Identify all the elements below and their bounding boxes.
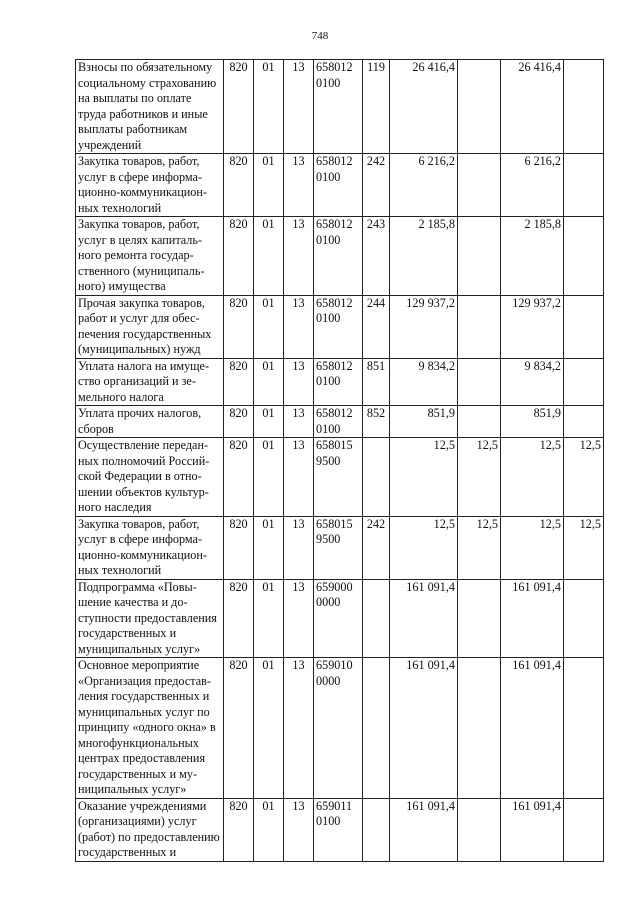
department-code: 820 <box>224 60 254 154</box>
amount-total-2: 12,5 <box>501 438 564 517</box>
expense-type-code <box>363 579 390 658</box>
target-article-code <box>314 579 363 658</box>
target-article-code-part: 659000 <box>316 579 353 594</box>
amount-total-2: 12,5 <box>501 516 564 579</box>
section-code: 01 <box>254 516 284 579</box>
target-article-code <box>314 516 363 579</box>
amount-federal-2 <box>564 658 604 799</box>
section-code: 01 <box>254 438 284 517</box>
department-code: 820 <box>224 295 254 358</box>
amount-total: 129 937,2 <box>390 295 458 358</box>
amount-total-2: 2 185,8 <box>501 217 564 296</box>
amount-total-2: 9 834,2 <box>501 358 564 406</box>
amount-federal <box>458 154 501 217</box>
amount-total: 12,5 <box>390 438 458 517</box>
department-code: 820 <box>224 516 254 579</box>
table-row <box>76 658 604 799</box>
target-article-code-part: 658012 <box>316 60 353 74</box>
amount-federal-2 <box>564 579 604 658</box>
target-article-code-part: 659010 <box>316 658 353 672</box>
amount-total-2: 6 216,2 <box>501 154 564 217</box>
section-code: 01 <box>254 154 284 217</box>
department-code: 820 <box>224 438 254 517</box>
target-article-code-part: 0100 <box>316 232 341 247</box>
expense-type-code <box>363 798 390 861</box>
department-code: 820 <box>224 358 254 406</box>
target-article-code-part: 0000 <box>316 595 341 609</box>
row-name: Закупка товаров, работ, услуг в сфере информационно-коммуникационных технологий <box>76 154 224 217</box>
amount-total-2: 161 091,4 <box>501 579 564 658</box>
amount-total: 161 091,4 <box>390 798 458 861</box>
department-code: 820 <box>224 406 254 438</box>
target-article-code-part: 658012 <box>316 217 353 231</box>
subsection-code: 13 <box>284 658 314 799</box>
expense-type-code: 244 <box>363 295 390 358</box>
amount-federal <box>458 60 501 154</box>
table-row <box>76 579 604 658</box>
amount-federal-2 <box>564 358 604 406</box>
target-article-code-part: 0100 <box>316 75 341 90</box>
department-code: 820 <box>224 798 254 861</box>
amount-federal-2 <box>564 217 604 296</box>
row-name: Уплата прочих налогов, сборов <box>76 406 224 438</box>
table-row <box>76 358 604 406</box>
row-name: Взносы по обязательному социальному страхованию на выплаты по оплате труда работников и иные выплаты работникам учреждений <box>76 60 224 154</box>
table-row <box>76 438 604 517</box>
subsection-code: 13 <box>284 60 314 154</box>
target-article-code-part: 658012 <box>316 154 353 168</box>
section-code: 01 <box>254 60 284 154</box>
expense-type-code: 851 <box>363 358 390 406</box>
amount-total: 161 091,4 <box>390 658 458 799</box>
row-name: Оказание учреждениями (организациями) услуг (работ) по предоставлению государственных и <box>76 798 224 861</box>
row-name: Основное мероприятие «Организация предоставления государственных и муниципальных услуг по принципу «одного окна» в многофункциональных центрах предоставления государственных и муниципальных услуг» <box>76 658 224 799</box>
target-article-code <box>314 658 363 799</box>
row-name: Осуществление переданных полномочий Российской Федерации в отношении объектов культурного наследия <box>76 438 224 517</box>
amount-total-2: 129 937,2 <box>501 295 564 358</box>
department-code: 820 <box>224 217 254 296</box>
amount-total: 851,9 <box>390 406 458 438</box>
subsection-code: 13 <box>284 358 314 406</box>
subsection-code: 13 <box>284 154 314 217</box>
table-row <box>76 217 604 296</box>
subsection-code: 13 <box>284 438 314 517</box>
target-article-code <box>314 217 363 296</box>
table-row <box>76 798 604 861</box>
expense-type-code: 242 <box>363 516 390 579</box>
target-article-code-part: 658012 <box>316 295 353 310</box>
expense-type-code: 119 <box>363 60 390 154</box>
amount-federal <box>458 295 501 358</box>
page-number: 748 <box>311 30 329 42</box>
target-article-code-part: 9500 <box>316 453 341 468</box>
expense-type-code: 242 <box>363 154 390 217</box>
subsection-code: 13 <box>284 295 314 358</box>
amount-federal-2 <box>564 406 604 438</box>
amount-federal-2: 12,5 <box>564 516 604 579</box>
target-article-code-part: 658015 <box>316 438 353 452</box>
target-article-code-part: 659011 <box>316 798 353 813</box>
amount-total: 9 834,2 <box>390 358 458 406</box>
subsection-code: 13 <box>284 579 314 658</box>
amount-federal <box>458 798 501 861</box>
table-row <box>76 295 604 358</box>
target-article-code <box>314 358 363 406</box>
amount-federal <box>458 406 501 438</box>
amount-federal-2 <box>564 154 604 217</box>
target-article-code-part: 0100 <box>316 169 341 184</box>
department-code: 820 <box>224 579 254 658</box>
row-name: Подпрограмма «Повышение качества и доступности предоставления государственных и муниципальных услуг» <box>76 579 224 658</box>
section-code: 01 <box>254 358 284 406</box>
subsection-code: 13 <box>284 516 314 579</box>
target-article-code-part: 9500 <box>316 532 341 546</box>
target-article-code-part: 0100 <box>316 374 341 388</box>
expense-type-code: 852 <box>363 406 390 438</box>
target-article-code <box>314 438 363 517</box>
target-article-code-part: 0000 <box>316 673 341 688</box>
amount-federal-2: 12,5 <box>564 438 604 517</box>
amount-total-2: 161 091,4 <box>501 798 564 861</box>
amount-federal-2 <box>564 295 604 358</box>
target-article-code-part: 0100 <box>316 311 341 325</box>
amount-federal <box>458 217 501 296</box>
target-article-code <box>314 154 363 217</box>
target-article-code-part: 0100 <box>316 421 341 436</box>
amount-total-2: 161 091,4 <box>501 658 564 799</box>
table-row <box>76 60 604 154</box>
row-name: Уплата налога на имущество организаций и земельного налога <box>76 358 224 406</box>
amount-total: 2 185,8 <box>390 217 458 296</box>
section-code: 01 <box>254 658 284 799</box>
amount-federal-2 <box>564 798 604 861</box>
amount-federal <box>458 658 501 799</box>
table-row <box>76 406 604 438</box>
target-article-code <box>314 798 363 861</box>
target-article-code-part: 658012 <box>316 406 353 420</box>
expense-type-code: 243 <box>363 217 390 296</box>
amount-total: 26 416,4 <box>390 60 458 154</box>
target-article-code-part: 0100 <box>316 814 341 828</box>
subsection-code: 13 <box>284 798 314 861</box>
amount-federal <box>458 358 501 406</box>
amount-total-2: 26 416,4 <box>501 60 564 154</box>
section-code: 01 <box>254 406 284 438</box>
target-article-code <box>314 60 363 154</box>
table-row <box>76 516 604 579</box>
amount-total: 6 216,2 <box>390 154 458 217</box>
row-name: Прочая закупка товаров, работ и услуг для обеспечения государственных (муниципальных) нужд <box>76 295 224 358</box>
amount-total: 12,5 <box>390 516 458 579</box>
section-code: 01 <box>254 798 284 861</box>
expense-type-code <box>363 658 390 799</box>
target-article-code-part: 658015 <box>316 516 353 531</box>
amount-federal-2 <box>564 60 604 154</box>
amount-federal: 12,5 <box>458 516 501 579</box>
target-article-code <box>314 295 363 358</box>
target-article-code-part: 658012 <box>316 358 353 373</box>
expense-type-code <box>363 438 390 517</box>
amount-total-2: 851,9 <box>501 406 564 438</box>
section-code: 01 <box>254 295 284 358</box>
target-article-code <box>314 406 363 438</box>
budget-table <box>75 59 604 862</box>
subsection-code: 13 <box>284 217 314 296</box>
row-name: Закупка товаров, работ, услуг в целях капитального ремонта государственного (муниципального) имущества <box>76 217 224 296</box>
section-code: 01 <box>254 217 284 296</box>
department-code: 820 <box>224 658 254 799</box>
row-name: Закупка товаров, работ, услуг в сфере информационно-коммуникационных технологий <box>76 516 224 579</box>
amount-total: 161 091,4 <box>390 579 458 658</box>
subsection-code: 13 <box>284 406 314 438</box>
amount-federal: 12,5 <box>458 438 501 517</box>
department-code: 820 <box>224 154 254 217</box>
amount-federal <box>458 579 501 658</box>
table-row <box>76 154 604 217</box>
section-code: 01 <box>254 579 284 658</box>
